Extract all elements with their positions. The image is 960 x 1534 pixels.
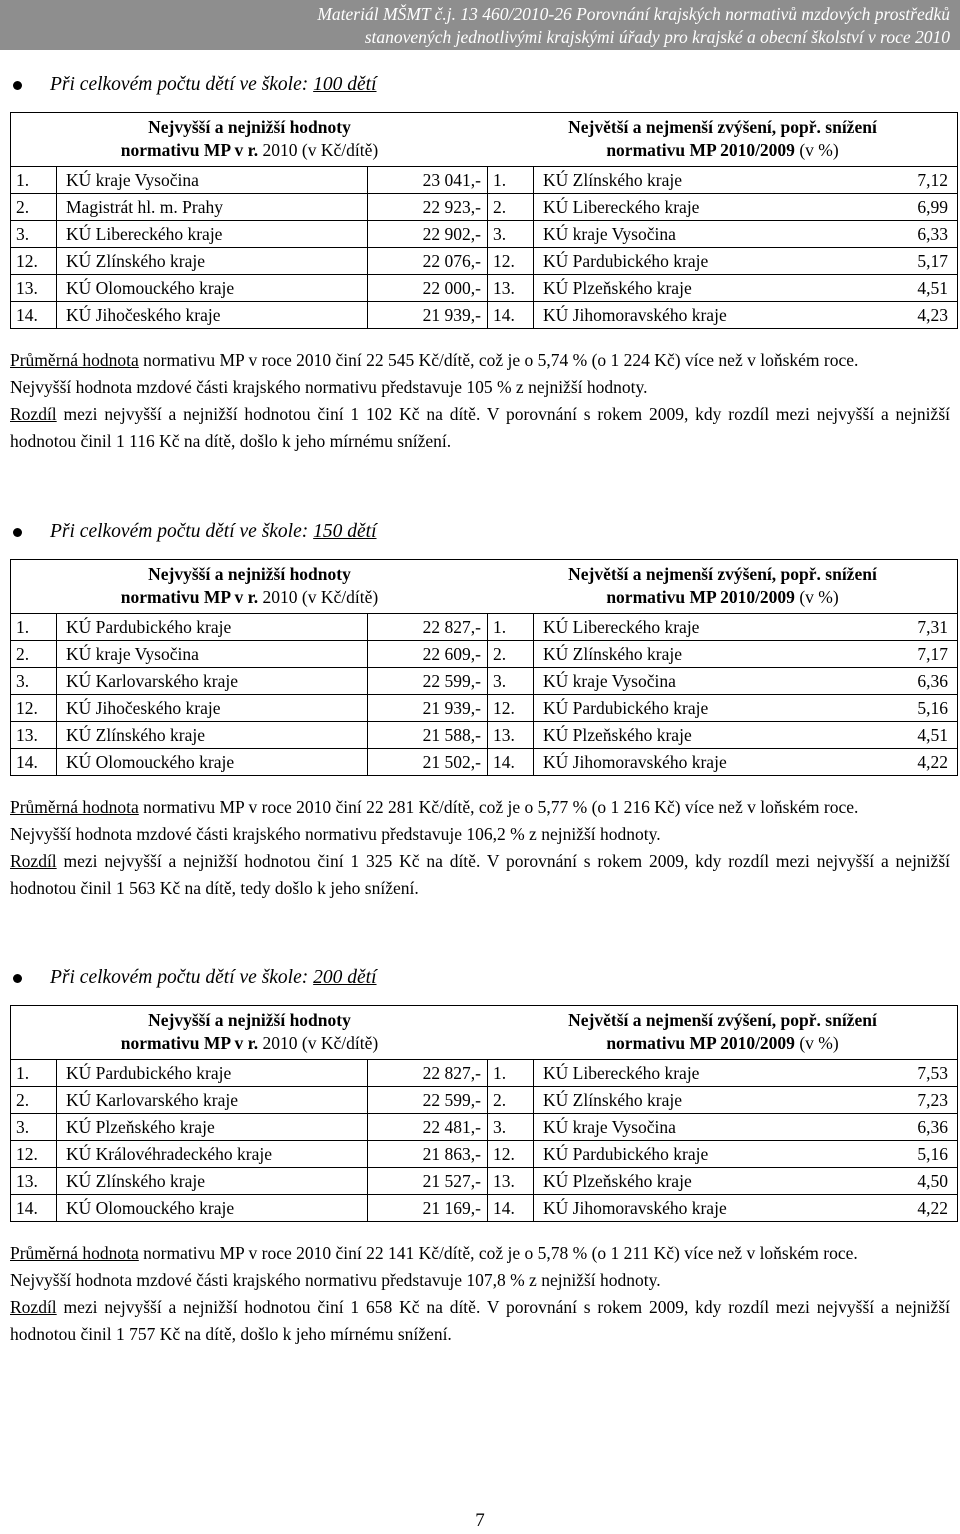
table-row bbox=[11, 1141, 957, 1168]
office-name-left: KÚ Karlovarského kraje bbox=[57, 668, 368, 694]
section-title bbox=[10, 966, 960, 990]
summary-text bbox=[10, 347, 950, 455]
change-percent: 5,16 bbox=[917, 698, 948, 718]
difference-paragraph: Rozdíl mezi nejvyšší a nejnižší hodnotou činí 1 325 Kč na dítě. V porovnání s rokem 2009, kdy rozdíl mezi nejvyšší a nejnižší hodnotou činil 1 563 Kč na dítě, tedy došlo k jeho snížení. bbox=[10, 851, 950, 898]
header-right: Největší a nejmenší zvýšení, popř. snížení normativu MP 2010/2009 (v %) bbox=[568, 117, 877, 160]
table-row bbox=[11, 167, 957, 194]
rank-left: 14. bbox=[11, 302, 57, 328]
office-name-right: KÚ Jihomoravského kraje bbox=[543, 1198, 727, 1218]
rank-left: 13. bbox=[11, 1168, 57, 1194]
table-row bbox=[11, 275, 957, 302]
table-row bbox=[11, 668, 957, 695]
normative-value: 21 588,- bbox=[368, 722, 488, 748]
normative-value: 21 527,- bbox=[368, 1168, 488, 1194]
normative-value: 21 939,- bbox=[368, 302, 488, 328]
office-name-right: KÚ Jihomoravského kraje bbox=[543, 752, 727, 772]
normative-value: 21 863,- bbox=[368, 1141, 488, 1167]
normative-value: 22 609,- bbox=[368, 641, 488, 667]
office-name-left: KÚ Zlínského kraje bbox=[57, 248, 368, 274]
office-name-right: KÚ kraje Vysočina bbox=[543, 671, 676, 691]
rank-right: 12. bbox=[488, 1141, 534, 1167]
office-name-right: KÚ Plzeňského kraje bbox=[543, 278, 692, 298]
difference-paragraph: Rozdíl mezi nejvyšší a nejnižší hodnotou činí 1 658 Kč na dítě. V porovnání s rokem 2009, kdy rozdíl mezi nejvyšší a nejnižší hodnotou činil 1 757 Kč na dítě, došlo k jeho mírnému snížení. bbox=[10, 1297, 950, 1344]
table-header bbox=[11, 113, 957, 167]
rank-right: 3. bbox=[488, 668, 534, 694]
change-percent: 7,31 bbox=[917, 617, 948, 637]
office-name-left: KÚ Pardubického kraje bbox=[57, 1060, 368, 1086]
normative-value: 22 827,- bbox=[368, 1060, 488, 1086]
table-row bbox=[11, 1114, 957, 1141]
comparison-table bbox=[10, 112, 958, 329]
header-left: Nejvyšší a nejnižší hodnoty normativu MP v r. 2010 (v Kč/dítě) bbox=[120, 1010, 379, 1053]
rank-right: 13. bbox=[488, 275, 534, 301]
page-number: 7 bbox=[475, 1510, 485, 1531]
rank-right: 3. bbox=[488, 221, 534, 247]
normative-value: 22 076,- bbox=[368, 248, 488, 274]
change-percent: 6,33 bbox=[917, 224, 948, 244]
summary-text bbox=[10, 794, 950, 902]
table-row bbox=[11, 302, 957, 328]
max-paragraph: Nejvyšší hodnota mzdové části krajského normativu představuje 107,8 % z nejnižší hodnoty. bbox=[10, 1270, 661, 1290]
office-name-left: KÚ kraje Vysočina bbox=[57, 641, 368, 667]
difference-paragraph: Rozdíl mezi nejvyšší a nejnižší hodnotou činí 1 102 Kč na dítě. V porovnání s rokem 2009, kdy rozdíl mezi nejvyšší a nejnižší hodnotou činil 1 116 Kč na dítě, došlo k jeho mírnému snížení. bbox=[10, 404, 950, 451]
rank-left: 3. bbox=[11, 221, 57, 247]
comparison-table bbox=[10, 1005, 958, 1222]
header-left: Nejvyšší a nejnižší hodnoty normativu MP v r. 2010 (v Kč/dítě) bbox=[120, 564, 379, 607]
rank-left: 1. bbox=[11, 614, 57, 640]
change-percent: 4,22 bbox=[917, 752, 948, 772]
rank-left: 1. bbox=[11, 1060, 57, 1086]
office-name-left: Magistrát hl. m. Prahy bbox=[57, 194, 368, 220]
rank-right: 13. bbox=[488, 1168, 534, 1194]
change-percent: 6,99 bbox=[917, 197, 948, 217]
table-row bbox=[11, 722, 957, 749]
rank-left: 13. bbox=[11, 275, 57, 301]
rank-left: 3. bbox=[11, 668, 57, 694]
section-3 bbox=[10, 966, 960, 1348]
normative-value: 22 481,- bbox=[368, 1114, 488, 1140]
office-name-left: KÚ Olomouckého kraje bbox=[57, 749, 368, 775]
office-name-right: KÚ Libereckého kraje bbox=[543, 1063, 700, 1083]
normative-value: 21 939,- bbox=[368, 695, 488, 721]
change-percent: 6,36 bbox=[917, 671, 948, 691]
bullet-icon bbox=[13, 81, 22, 90]
rank-left: 2. bbox=[11, 641, 57, 667]
normative-value: 22 599,- bbox=[368, 1087, 488, 1113]
table-row bbox=[11, 614, 957, 641]
table-row bbox=[11, 695, 957, 722]
office-name-left: KÚ Zlínského kraje bbox=[57, 722, 368, 748]
bullet-icon bbox=[13, 974, 22, 983]
max-paragraph: Nejvyšší hodnota mzdové části krajského normativu představuje 106,2 % z nejnižší hodnoty. bbox=[10, 824, 661, 844]
table-row bbox=[11, 1168, 957, 1195]
normative-value: 22 902,- bbox=[368, 221, 488, 247]
header-right: Největší a nejmenší zvýšení, popř. snížení normativu MP 2010/2009 (v %) bbox=[568, 564, 877, 607]
change-percent: 4,50 bbox=[917, 1171, 948, 1191]
change-percent: 4,51 bbox=[917, 278, 948, 298]
change-percent: 7,12 bbox=[917, 170, 948, 190]
office-name-left: KÚ kraje Vysočina bbox=[57, 167, 368, 193]
rank-right: 2. bbox=[488, 641, 534, 667]
average-paragraph: Průměrná hodnota normativu MP v roce 2010 činí 22 545 Kč/dítě, což je o 5,74 % (o 1 224 Kč) více než v loňském roce. bbox=[10, 350, 859, 370]
office-name-left: KÚ Zlínského kraje bbox=[57, 1168, 368, 1194]
office-name-left: KÚ Karlovarského kraje bbox=[57, 1087, 368, 1113]
page-header bbox=[0, 0, 960, 50]
rank-left: 13. bbox=[11, 722, 57, 748]
office-name-left: KÚ Pardubického kraje bbox=[57, 614, 368, 640]
normative-value: 21 502,- bbox=[368, 749, 488, 775]
normative-value: 23 041,- bbox=[368, 167, 488, 193]
office-name-left: KÚ Libereckého kraje bbox=[57, 221, 368, 247]
rank-left: 12. bbox=[11, 248, 57, 274]
rank-right: 1. bbox=[488, 614, 534, 640]
table-row bbox=[11, 641, 957, 668]
section-title-prefix: Při celkovém počtu dětí ve škole: bbox=[50, 74, 314, 95]
change-percent: 7,53 bbox=[917, 1063, 948, 1083]
office-name-right: KÚ Zlínského kraje bbox=[543, 644, 682, 664]
office-name-right: KÚ Plzeňského kraje bbox=[543, 725, 692, 745]
table-header bbox=[11, 560, 957, 614]
rank-right: 2. bbox=[488, 194, 534, 220]
rank-left: 12. bbox=[11, 1141, 57, 1167]
rank-left: 14. bbox=[11, 1195, 57, 1221]
summary-text bbox=[10, 1240, 950, 1348]
header-line-2: stanovených jednotlivými krajskými úřady pro krajské a obecní školství v roce 2010 bbox=[364, 27, 950, 47]
office-name-right: KÚ Libereckého kraje bbox=[543, 617, 700, 637]
section-title-count: 100 dětí bbox=[313, 74, 377, 95]
rank-right: 14. bbox=[488, 1195, 534, 1221]
rank-right: 1. bbox=[488, 167, 534, 193]
table-row bbox=[11, 194, 957, 221]
rank-left: 2. bbox=[11, 194, 57, 220]
section-2 bbox=[10, 520, 960, 902]
office-name-left: KÚ Olomouckého kraje bbox=[57, 1195, 368, 1221]
rank-right: 12. bbox=[488, 695, 534, 721]
table-row bbox=[11, 749, 957, 775]
office-name-left: KÚ Jihočeského kraje bbox=[57, 302, 368, 328]
office-name-right: KÚ Libereckého kraje bbox=[543, 197, 700, 217]
section-1 bbox=[10, 73, 960, 455]
rank-left: 3. bbox=[11, 1114, 57, 1140]
normative-value: 22 000,- bbox=[368, 275, 488, 301]
office-name-left: KÚ Jihočeského kraje bbox=[57, 695, 368, 721]
section-title-prefix: Při celkovém počtu dětí ve škole: bbox=[50, 967, 314, 988]
rank-right: 12. bbox=[488, 248, 534, 274]
change-percent: 4,22 bbox=[917, 1198, 948, 1218]
table-header bbox=[11, 1006, 957, 1060]
rank-right: 13. bbox=[488, 722, 534, 748]
table-row bbox=[11, 1195, 957, 1221]
rank-right: 2. bbox=[488, 1087, 534, 1113]
header-line-1: Materiál MŠMT č.j. 13 460/2010-26 Porovnání krajských normativů mzdových prostředků bbox=[317, 4, 950, 24]
section-title bbox=[10, 73, 960, 97]
normative-value: 22 827,- bbox=[368, 614, 488, 640]
rank-right: 3. bbox=[488, 1114, 534, 1140]
average-paragraph: Průměrná hodnota normativu MP v roce 2010 činí 22 141 Kč/dítě, což je o 5,78 % (o 1 211 Kč) více než v loňském roce. bbox=[10, 1243, 858, 1263]
table-row bbox=[11, 1060, 957, 1087]
office-name-right: KÚ Pardubického kraje bbox=[543, 698, 709, 718]
change-percent: 7,17 bbox=[917, 644, 948, 664]
rank-left: 2. bbox=[11, 1087, 57, 1113]
office-name-right: KÚ Plzeňského kraje bbox=[543, 1171, 692, 1191]
rank-right: 1. bbox=[488, 1060, 534, 1086]
office-name-right: KÚ Jihomoravského kraje bbox=[543, 305, 727, 325]
rank-left: 1. bbox=[11, 167, 57, 193]
header-right: Největší a nejmenší zvýšení, popř. snížení normativu MP 2010/2009 (v %) bbox=[568, 1010, 877, 1053]
office-name-right: KÚ Zlínského kraje bbox=[543, 170, 682, 190]
change-percent: 5,16 bbox=[917, 1144, 948, 1164]
change-percent: 4,51 bbox=[917, 725, 948, 745]
change-percent: 6,36 bbox=[917, 1117, 948, 1137]
table-row bbox=[11, 221, 957, 248]
section-title-count: 150 dětí bbox=[313, 521, 377, 542]
office-name-left: KÚ Královéhradeckého kraje bbox=[57, 1141, 368, 1167]
section-title bbox=[10, 520, 960, 544]
office-name-right: KÚ Pardubického kraje bbox=[543, 251, 709, 271]
office-name-right: KÚ Zlínského kraje bbox=[543, 1090, 682, 1110]
rank-right: 14. bbox=[488, 302, 534, 328]
table-row bbox=[11, 1087, 957, 1114]
normative-value: 21 169,- bbox=[368, 1195, 488, 1221]
header-left: Nejvyšší a nejnižší hodnoty normativu MP v r. 2010 (v Kč/dítě) bbox=[120, 117, 379, 160]
average-paragraph: Průměrná hodnota normativu MP v roce 2010 činí 22 281 Kč/dítě, což je o 5,77 % (o 1 216 Kč) více než v loňském roce. bbox=[10, 797, 859, 817]
office-name-right: KÚ kraje Vysočina bbox=[543, 224, 676, 244]
change-percent: 5,17 bbox=[917, 251, 948, 271]
normative-value: 22 599,- bbox=[368, 668, 488, 694]
table-row bbox=[11, 248, 957, 275]
section-title-count: 200 dětí bbox=[313, 967, 377, 988]
section-title-prefix: Při celkovém počtu dětí ve škole: bbox=[50, 521, 314, 542]
comparison-table bbox=[10, 559, 958, 776]
office-name-right: KÚ kraje Vysočina bbox=[543, 1117, 676, 1137]
max-paragraph: Nejvyšší hodnota mzdové části krajského normativu představuje 105 % z nejnižší hodnoty. bbox=[10, 377, 648, 397]
change-percent: 7,23 bbox=[917, 1090, 948, 1110]
office-name-left: KÚ Olomouckého kraje bbox=[57, 275, 368, 301]
change-percent: 4,23 bbox=[917, 305, 948, 325]
rank-right: 14. bbox=[488, 749, 534, 775]
office-name-right: KÚ Pardubického kraje bbox=[543, 1144, 709, 1164]
office-name-left: KÚ Plzeňského kraje bbox=[57, 1114, 368, 1140]
normative-value: 22 923,- bbox=[368, 194, 488, 220]
rank-left: 12. bbox=[11, 695, 57, 721]
rank-left: 14. bbox=[11, 749, 57, 775]
bullet-icon bbox=[13, 528, 22, 537]
